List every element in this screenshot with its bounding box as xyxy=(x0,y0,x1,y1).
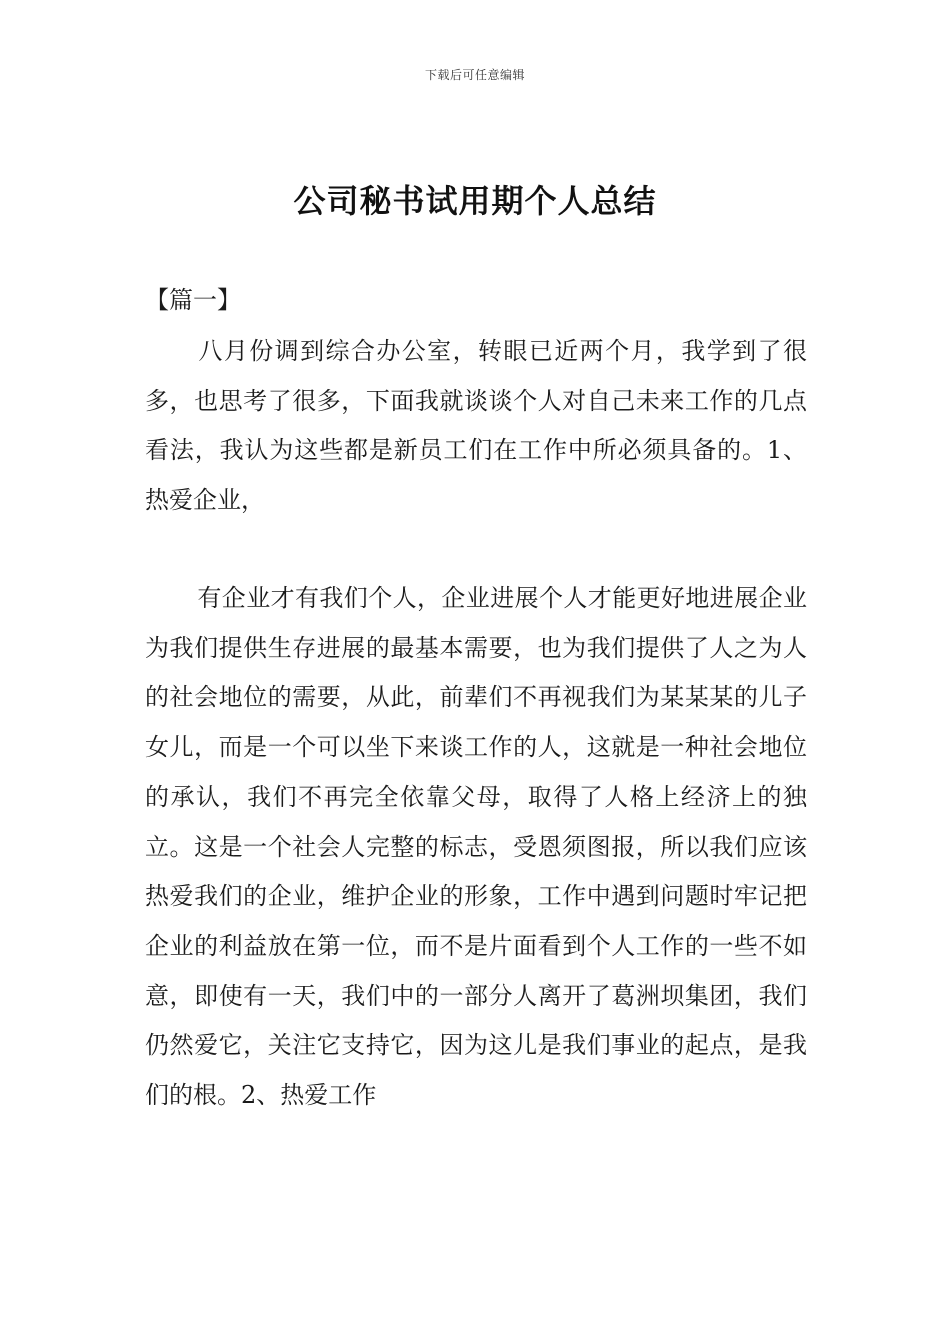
paragraph-2-text: 有企业才有我们个人，企业进展个人才能更好地进展企业为我们提供生存进展的最基本需要，也为我们提供了人之为人的社会地位的需要，从此，前辈们不再视我们为某某某的儿子女儿，而是一个可以坐下来谈工作的人，这就是一种社会地位的承认，我们不再完全依靠父母，取得了人格上经济上的独立。这是一个社会人完整的标志，受恩须图报，所以我们应该热爱我们的企业，维护企业的形象，工作中遇到问题时牢记把企业的利益放在第一位，而不是片面看到个人工作的一些不如意，即使有一天，我们中的一部分人离开了葛洲坝集团，我们仍然爱它，关注它支持它，因为这儿是我们事业的起点，是我们的根。2、热爱工作 xyxy=(145,584,807,1110)
paragraph-1 xyxy=(145,327,807,526)
header-note: 下载后可任意编辑 xyxy=(424,68,525,82)
section-label: 【篇一】 xyxy=(145,286,241,314)
paragraph-1-text: 八月份调到综合办公室，转眼已近两个月，我学到了很多，也思考了很多，下面我就谈谈个人对自己未来工作的几点看法，我认为这些都是新员工们在工作中所必须具备的。1、热爱企业， xyxy=(145,337,807,515)
document-title: 公司秘书试用期个人总结 xyxy=(293,182,657,220)
paragraph-2 xyxy=(145,574,807,1121)
